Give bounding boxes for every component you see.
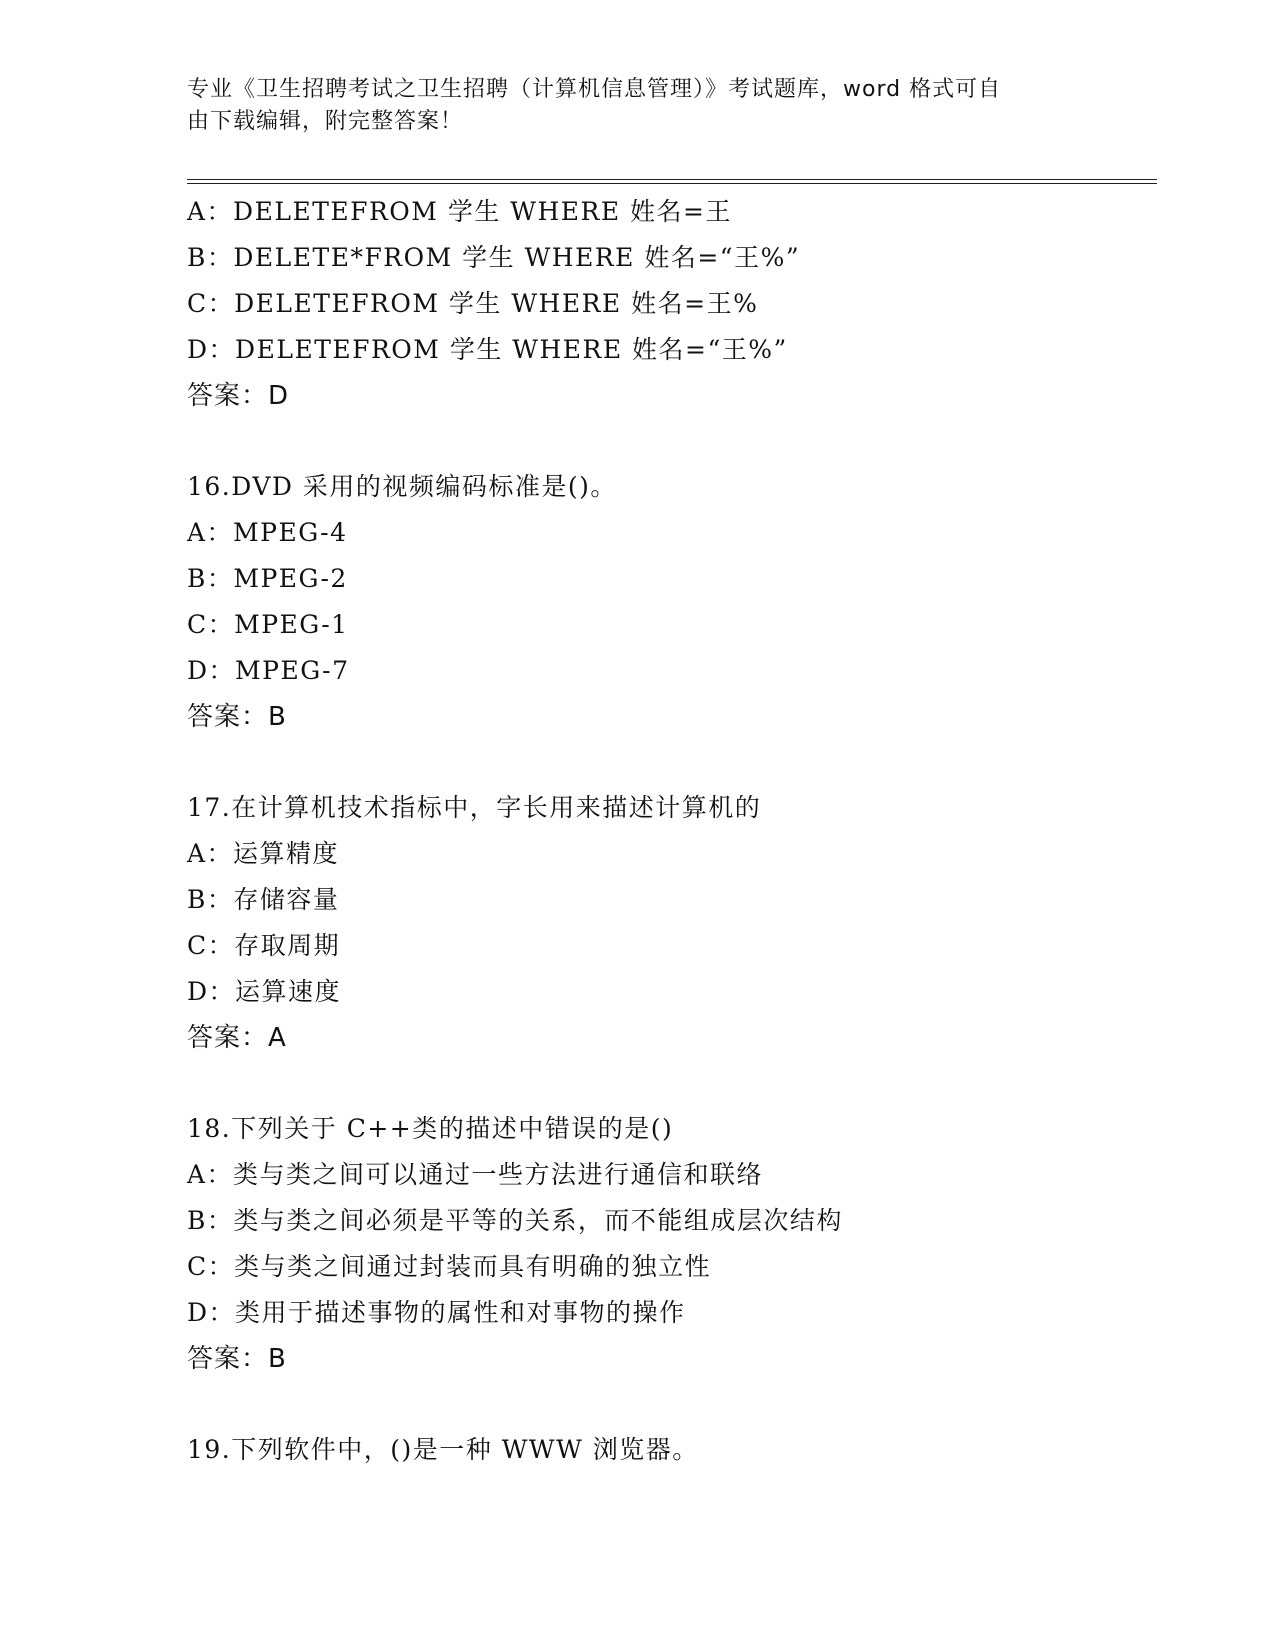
answer: 答案：B [187, 702, 287, 732]
option-d: D：运算速度 [187, 977, 342, 1006]
header-line-2: 由下载编辑，附完整答案！ [187, 109, 464, 134]
document-header [187, 74, 1067, 138]
question-stem: 19.下列软件中，()是一种 WWW 浏览器。 [187, 1435, 699, 1464]
question-15-continued [187, 189, 1157, 419]
spacer [187, 1061, 1157, 1106]
header-rule-bottom [187, 183, 1157, 184]
option-a: A：运算精度 [187, 839, 340, 868]
header-rule-top [187, 179, 1157, 180]
option-b: B：MPEG-2 [187, 564, 348, 593]
option-a: A：MPEG-4 [187, 518, 348, 547]
option-b: B：存储容量 [187, 885, 340, 914]
answer: 答案：A [187, 1023, 287, 1053]
answer: 答案：B [187, 1344, 287, 1374]
option-d: D：类用于描述事物的属性和对事物的操作 [187, 1298, 686, 1327]
option-b: B：类与类之间必须是平等的关系，而不能组成层次结构 [187, 1206, 843, 1235]
option-c: C：存取周期 [187, 931, 341, 960]
option-c: C：MPEG-1 [187, 610, 349, 639]
question-18 [187, 1106, 1157, 1382]
question-stem: 16.DVD 采用的视频编码标准是()。 [187, 472, 617, 501]
option-c: C：类与类之间通过封装而具有明确的独立性 [187, 1252, 712, 1281]
header-line-1: 专业《卫生招聘考试之卫生招聘（计算机信息管理）》考试题库，word 格式可自 [187, 77, 1002, 102]
spacer [187, 419, 1157, 464]
option-d: D：MPEG-7 [187, 656, 350, 685]
option-c: C：DELETEFROM 学生 WHERE 姓名=王% [187, 289, 759, 318]
question-16 [187, 464, 1157, 740]
option-a: A：DELETEFROM 学生 WHERE 姓名=王 [187, 197, 732, 226]
question-19 [187, 1427, 1157, 1473]
question-17 [187, 785, 1157, 1061]
spacer [187, 1382, 1157, 1427]
question-stem: 17.在计算机技术指标中，字长用来描述计算机的 [187, 793, 762, 822]
question-stem: 18.下列关于 C++类的描述中错误的是() [187, 1114, 674, 1143]
question-list [187, 189, 1157, 1473]
option-b: B：DELETE*FROM 学生 WHERE 姓名=“王%” [187, 243, 801, 272]
answer: 答案：D [187, 381, 290, 411]
spacer [187, 740, 1157, 785]
option-a: A：类与类之间可以通过一些方法进行通信和联络 [187, 1160, 764, 1189]
option-d: D：DELETEFROM 学生 WHERE 姓名=“王%” [187, 335, 788, 364]
